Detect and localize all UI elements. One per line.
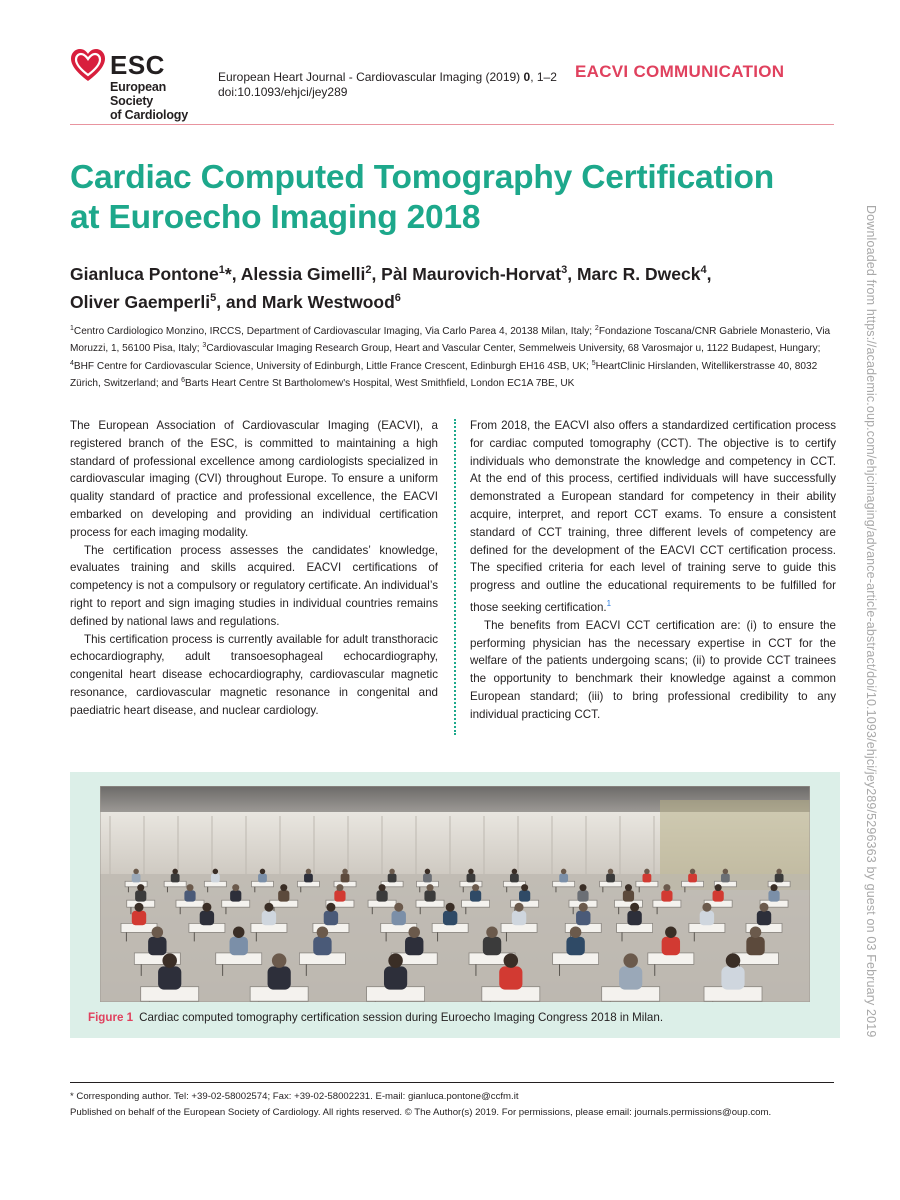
- candidate-head: [690, 869, 696, 875]
- figure-label: Figure 1: [88, 1011, 134, 1024]
- candidate-head: [260, 869, 266, 875]
- candidate-head: [579, 903, 588, 912]
- candidate-head: [379, 884, 386, 891]
- candidate-head: [137, 884, 144, 891]
- candidate-head: [486, 926, 498, 938]
- affiliation-marker: 2: [594, 325, 599, 332]
- candidate-body: [230, 890, 241, 901]
- candidate-body: [132, 874, 141, 883]
- affiliation-marker: 5: [591, 359, 596, 367]
- candidate-body: [424, 890, 435, 901]
- candidate-head: [561, 869, 567, 875]
- candidate-head: [726, 953, 741, 968]
- paragraph: From 2018, the EACVI also offers a standardized certification process for cardiac computed tomography (CCT). The objective is to certify individuals who demonstrate the knowledge and competency in CCT. At the end of this process, certified individuals will have successfully demonstrated a European standard for competency in their ability acquire, interpret, and report CCT exams. To ensure a consistent standard of CCT training, three different levels of competency are defined for the development of the EACVI CCT certification process. The specified criteria for each level of training serve to guide this progress and outline the educational requirements to be fulfilled for those seeking certification.$^1$: [470, 419, 836, 614]
- candidate-body: [746, 937, 764, 955]
- corresponding-author-note: * Corresponding author. Tel: +39-02-58002574; Fax: +39-02-58002231. E-mail: gianluca.pontone@ccfm.it: [70, 1091, 519, 1102]
- candidate-body: [313, 937, 331, 955]
- candidate-body: [262, 911, 276, 925]
- download-watermark: Downloaded from https://academic.oup.com/ehjcimaging/advance-article-abstract/doi/10.1093/ehjci/jey289/5296363 by guest on 03 February 2019: [864, 205, 878, 1038]
- affiliation-text: HeartClinic Hirslanden, Witellikerstrasse 40, 8032 Zürich, Switzerland; and: [70, 360, 818, 389]
- candidate-head: [317, 926, 329, 938]
- affiliation-text: Fondazione Toscana/CNR Gabriele Monasterio, Via Moruzzi, 1, 56100 Pisa, Italy;: [70, 326, 831, 355]
- candidate-body: [304, 874, 313, 883]
- candidate-body: [334, 890, 345, 901]
- candidate-body: [559, 874, 568, 883]
- candidate-body: [721, 874, 730, 883]
- candidate-head: [644, 869, 650, 875]
- candidate-body: [566, 937, 584, 955]
- candidate-head: [579, 884, 586, 891]
- candidate-head: [625, 884, 632, 891]
- candidate-body: [619, 966, 642, 989]
- candidate-head: [172, 869, 178, 875]
- candidate-body: [135, 890, 146, 901]
- candidate-head: [232, 884, 239, 891]
- article-title: Cardiac Computed Tomography Certification at Euroecho Imaging 2018: [70, 159, 775, 236]
- candidate-head: [760, 903, 769, 912]
- candidate-body: [470, 890, 481, 901]
- candidate-body: [643, 874, 652, 883]
- logo-society-name: European Society of Cardiology: [110, 80, 188, 122]
- author-affiliation-marker: 1: [218, 264, 225, 276]
- candidate-head: [623, 953, 638, 968]
- candidate-head: [515, 903, 524, 912]
- candidate-head: [446, 903, 455, 912]
- paragraph: This certification process is currently available for adult transthoracic echocardiography, adult transoesophageal echocardiography, congenital heart disease echocardiography, cardiovascular magnetic resonance, cardiovascular magnetic resonance in congenital and paediatric heart disease, and nuclear cardiology.: [70, 632, 438, 717]
- affiliation-marker: 3: [202, 342, 207, 350]
- candidate-body: [392, 911, 406, 925]
- candidate-body: [623, 890, 634, 901]
- candidate-head: [326, 903, 335, 912]
- candidate-head: [472, 884, 479, 891]
- candidate-body: [341, 874, 350, 883]
- candidate-body: [324, 911, 338, 925]
- figure-caption: Figure 1 Cardiac computed tomography certification session during Euroecho Imaging Congress 2018 in Milan.: [88, 1011, 664, 1024]
- header-divider: [70, 124, 834, 125]
- author-affiliation-marker: 6: [394, 292, 401, 304]
- candidate-head: [665, 926, 677, 938]
- body-column-left: [70, 417, 438, 720]
- author-affiliation-marker: 5: [210, 292, 217, 304]
- candidate-body: [467, 874, 476, 883]
- exam-hall-illustration: [100, 786, 810, 1002]
- candidate-body: [510, 874, 519, 883]
- doi: doi:10.1093/ehjci/jey289: [218, 85, 348, 99]
- author-name: Alessia Gimelli: [240, 264, 366, 284]
- candidate-head: [512, 869, 517, 875]
- column-divider: [454, 419, 456, 735]
- logo-acronym: ESC: [110, 50, 165, 80]
- candidate-head: [427, 884, 434, 891]
- candidate-head: [425, 869, 431, 875]
- candidate-head: [408, 926, 420, 938]
- publisher-note: Published on behalf of the European Society of Cardiology. All rights reserved. © The Author(s) 2019. For permissions, please email: journals.permissions@oup.com.: [70, 1107, 772, 1118]
- candidate-body: [499, 966, 522, 989]
- affiliation-marker: 1: [70, 325, 74, 332]
- candidate-body: [258, 874, 267, 883]
- candidate-head: [389, 869, 395, 875]
- candidate-body: [171, 874, 180, 883]
- author-name: Pàl Maurovich-Horvat: [381, 264, 562, 284]
- affiliation-marker: 6: [181, 376, 185, 384]
- author-name: Gianluca Pontone: [70, 264, 219, 284]
- footer-divider: [70, 1082, 834, 1083]
- candidate-body: [376, 890, 387, 901]
- section-label: EACVI COMMUNICATION: [575, 62, 785, 81]
- candidate-body: [662, 937, 680, 955]
- candidate-body: [184, 890, 195, 901]
- affiliation-text: Cardiovascular Imaging Research Group, Heart and Vascular Center, Semmelweis University, 68 Varosmajor u, 1122 Budapest, Hungary;: [206, 343, 821, 355]
- candidate-head: [133, 869, 139, 875]
- candidate-head: [306, 869, 312, 875]
- candidate-body: [577, 890, 588, 901]
- candidate-body: [423, 874, 432, 883]
- candidate-head: [152, 926, 164, 938]
- author-name: Oliver Gaemperli: [70, 292, 211, 312]
- candidate-head: [723, 869, 729, 875]
- exam-hall-photo: [100, 786, 810, 1002]
- affiliation-text: Centro Cardiologico Monzino, IRCCS, Department of Cardiovascular Imaging, Via Carlo Parea 4, 20138 Milan, Italy;: [73, 326, 595, 337]
- candidate-head: [468, 869, 474, 875]
- candidate-head: [521, 884, 528, 891]
- affiliations: [70, 322, 840, 391]
- candidate-body: [775, 874, 784, 883]
- candidate-head: [702, 903, 711, 912]
- candidate-body: [576, 911, 590, 925]
- candidate-head: [608, 869, 614, 875]
- candidate-body: [268, 966, 291, 989]
- candidate-body: [148, 937, 166, 955]
- candidate-body: [661, 890, 672, 901]
- body-column-right: [470, 417, 836, 724]
- candidate-head: [264, 903, 273, 912]
- candidate-head: [342, 869, 348, 875]
- reference-link[interactable]: 1: [606, 598, 612, 608]
- candidate-body: [158, 966, 181, 989]
- author-name: Marc R. Dweck: [576, 264, 701, 284]
- candidate-head: [504, 953, 518, 968]
- candidate-head: [135, 903, 144, 912]
- candidate-body: [405, 937, 423, 955]
- candidate-head: [162, 953, 177, 968]
- candidate-head: [186, 884, 193, 891]
- candidate-body: [700, 911, 714, 925]
- affiliation-marker: 4: [70, 359, 74, 367]
- candidate-head: [663, 884, 670, 891]
- candidate-body: [132, 911, 146, 925]
- candidate-head: [570, 926, 582, 938]
- candidate-head: [233, 926, 245, 938]
- candidate-head: [750, 926, 762, 938]
- candidate-body: [627, 911, 641, 925]
- candidate-body: [230, 937, 248, 955]
- candidate-body: [606, 874, 615, 883]
- author-list: Gianluca Pontone$^1$*, Alessia Gimelli$^2$, Pàl Maurovich-Horvat$^3$, Marc R. Dweck$^4$, Oliver Gaemperli$^5$, and Mark Westwood$^6$: [70, 264, 712, 312]
- heart-logo-icon: [70, 48, 106, 84]
- esc-logo: [70, 46, 200, 122]
- candidate-head: [776, 869, 782, 875]
- author-affiliation-marker: 3: [561, 264, 568, 276]
- candidate-body: [757, 911, 771, 925]
- candidate-head: [715, 884, 722, 891]
- candidate-head: [272, 953, 287, 968]
- journal-citation: European Heart Journal - Cardiovascular Imaging (2019) 0, 1–2 doi:10.1093/ehjci/jey289: [218, 70, 557, 99]
- candidate-body: [388, 874, 397, 883]
- paragraph: The benefits from EACVI CCT certification are: (i) to ensure the performing physician has the necessary expertise in CCT for the welfare of the patients undergoing scans; (ii) to provide CCT trainees the opportunity to benchmark their knowledge against a common European standard; (iii) to bring professional credibility to any individual practicing CCT.: [470, 618, 836, 721]
- candidate-head: [213, 869, 219, 875]
- candidate-body: [721, 966, 744, 989]
- candidate-head: [771, 884, 778, 891]
- candidate-head: [280, 884, 287, 891]
- author-name: Mark Westwood: [261, 292, 395, 312]
- paragraph: The European Association of Cardiovascular Imaging (EACVI), a registered branch of the ESC, is committed to maintaining a high standard of professional excellence among cardiologists specialized in cardiovascular imaging (CVI) throughout Europe. To ensure a uniform quality standard of practice and professional excellence, the EACVI embarked on developing and providing an individual certification process for each imaging modality.: [70, 419, 438, 539]
- candidate-body: [512, 911, 526, 925]
- candidate-body: [443, 911, 457, 925]
- candidate-head: [388, 953, 403, 968]
- candidate-head: [394, 903, 403, 912]
- candidate-head: [336, 884, 343, 891]
- candidate-body: [688, 874, 697, 883]
- candidate-body: [278, 890, 289, 901]
- candidate-body: [483, 937, 501, 955]
- candidate-head: [630, 903, 639, 912]
- candidate-body: [519, 890, 530, 901]
- candidate-head: [202, 903, 211, 912]
- affiliation-text: BHF Centre for Cardiovascular Science, University of Edinburgh, Little France Crescent, Edinburgh EH16 4SB, UK;: [73, 360, 592, 372]
- candidate-body: [200, 911, 214, 925]
- candidate-body: [211, 874, 220, 883]
- figure-1: [70, 772, 840, 1038]
- candidate-body: [384, 966, 407, 989]
- candidate-body: [713, 890, 724, 901]
- paragraph: The certification process assesses the candidates’ knowledge, evaluates training and skills acquired. EACVI certifications of competency is not a compulsory or regulatory certificate. An individual’s right to report and sign imaging studies in individual countries remains defined by national laws and regulations.: [70, 543, 438, 628]
- author-affiliation-marker: 2: [365, 264, 372, 276]
- affiliation-text: Barts Heart Centre St Bartholomew's Hospital, West Smithfield, London EC1A 7BE, UK: [185, 377, 575, 389]
- candidate-body: [768, 890, 779, 901]
- author-affiliation-marker: 4: [700, 264, 707, 276]
